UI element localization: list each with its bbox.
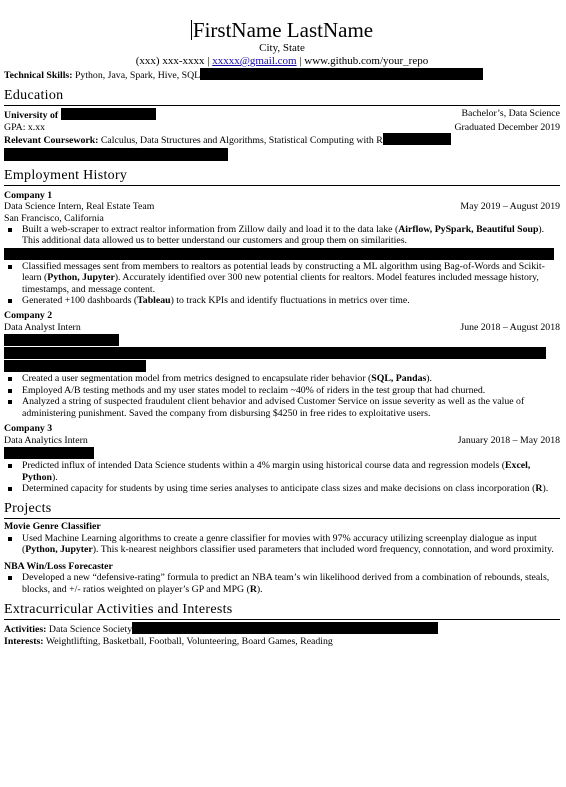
coursework <box>4 133 560 146</box>
text-cursor <box>191 20 192 40</box>
list-item: Created a user segmentation model from metrics designed to encapsulate rider behavior (SQL, Pandas). <box>4 373 560 384</box>
dates: May 2019 – August 2019 <box>460 201 560 213</box>
coursework-label: Relevant Coursework: <box>4 135 99 147</box>
skills-label: Technical Skills: <box>4 70 73 81</box>
resume-page <box>0 18 566 787</box>
activities-text: Data Science Society <box>48 624 133 636</box>
interests-label: Interests: <box>4 635 44 647</box>
company-1-bullets-cont <box>4 261 560 307</box>
project-1-name: Movie Genre Classifier <box>4 521 101 533</box>
section-employment-title: Employment History <box>4 167 560 186</box>
dates: June 2018 – August 2018 <box>460 322 560 334</box>
interests-line <box>4 636 560 647</box>
website: | www.github.com/your_repo <box>299 55 429 67</box>
list-item: Predicted influx of intended Data Science students within a 4% margin using historical course data and regression models (Excel, Python). <box>4 460 560 483</box>
list-item: Determined capacity for students by using time series analyses to anticipate class sizes and make decisions on class incorporation (R). <box>4 483 560 494</box>
dates: January 2018 – May 2018 <box>457 434 560 446</box>
list-item: Used Machine Learning algorithms to create a genre classifier for movies with 97% accuracy utilizing screenplay dialogue as input (Python, Jupyter). This k-nearest neighbors classifier used parameters that included word frequency, connotation, and word proximity. <box>4 533 560 556</box>
education-row-1 <box>4 108 560 121</box>
section-extracurricular-title: Extracurricular Activities and Interests <box>4 601 560 620</box>
company-2-bullets <box>4 373 560 419</box>
graduated: Graduated December 2019 <box>454 121 560 133</box>
name-header <box>4 18 560 42</box>
skills-text: Python, Java, Spark, Hive, SQL <box>74 70 201 81</box>
project-1-bullets <box>4 533 560 556</box>
coursework-text: Calculus, Data Structures and Algorithms, Statistical Computing with R <box>100 135 383 147</box>
company-3-role-row <box>4 435 560 446</box>
contact-line <box>4 55 560 68</box>
company-1-name: Company 1 <box>4 189 53 201</box>
list-item: Generated +100 dashboards (Tableau) to track KPIs and identify fluctuations in metrics over time. <box>4 295 560 306</box>
role: Data Analytics Intern <box>4 434 88 446</box>
company-2-role-row <box>4 322 560 333</box>
activities-line <box>4 622 560 635</box>
redaction-bar <box>4 447 94 459</box>
project-2-bullets <box>4 572 560 595</box>
job-location: San Francisco, California <box>4 212 104 224</box>
education-row-2 <box>4 122 560 133</box>
section-education-title: Education <box>4 87 560 106</box>
company-3-bullets <box>4 460 560 494</box>
university-label: University of <box>4 110 59 122</box>
company-2-name: Company 2 <box>4 310 53 322</box>
redaction-bar <box>200 68 483 80</box>
redaction-bar <box>61 108 156 120</box>
company-1-bullets <box>4 224 560 247</box>
project-2-name: NBA Win/Loss Forecaster <box>4 560 113 572</box>
redaction-bar <box>4 334 119 346</box>
phone: (xxx) xxx-xxxx | <box>135 55 210 67</box>
degree: Bachelor’s, Data Science <box>461 108 560 120</box>
technical-skills <box>4 68 560 81</box>
location: City, State <box>259 42 305 54</box>
section-projects-title: Projects <box>4 500 560 519</box>
role: Data Analyst Intern <box>4 322 81 334</box>
company-3-name: Company 3 <box>4 423 53 435</box>
university-wrap <box>4 108 156 121</box>
activities-label: Activities: <box>4 624 47 636</box>
role: Data Science Intern, Real Estate Team <box>4 201 155 213</box>
redaction-bar <box>4 347 546 359</box>
gpa: GPA: x.xx <box>4 121 46 133</box>
redaction-bar <box>4 248 554 260</box>
list-item: Developed a new “defensive-rating” formula to predict an NBA team’s win likelihood derived from a combination of rebounds, steals, blocks, and +/- ratios weighted on player’s GP and MPG (R). <box>4 572 560 595</box>
list-item: Analyzed a string of suspected fraudulent client behavior and advised Customer Service on issue severity as well as the value of administering punishment. Saved the company from disbursing $4250 in free rides to exploitative users. <box>4 396 560 419</box>
redaction-bar <box>4 360 146 372</box>
full-name: FirstName LastName <box>192 18 374 42</box>
list-item: Employed A/B testing methods and my user states model to reclaim ~40% of riders in the test group that had churned. <box>4 385 560 396</box>
redaction-bar <box>132 622 438 634</box>
interests-text: Weightlifting, Basketball, Football, Volunteering, Board Games, Reading <box>45 635 333 647</box>
list-item: Built a web-scraper to extract realtor information from Zillow daily and load it to the data lake (Airflow, PySpark, Beautiful Soup). This additional data allowed us to better understand our customers and group them on similarities. <box>4 224 560 247</box>
list-item: Classified messages sent from members to realtors as potential leads by constructing a ML algorithm using Bag-of-Words and Scikit-learn (Python, Jupyter). Accurately identified over 300 new potential clients for realtors. Model features included message history, timestamps, and message content. <box>4 261 560 295</box>
company-1-role-row <box>4 201 560 212</box>
redaction-bar <box>383 133 451 145</box>
redaction-bar <box>4 148 228 161</box>
email-link[interactable]: xxxxx@gmail.com <box>212 55 297 67</box>
